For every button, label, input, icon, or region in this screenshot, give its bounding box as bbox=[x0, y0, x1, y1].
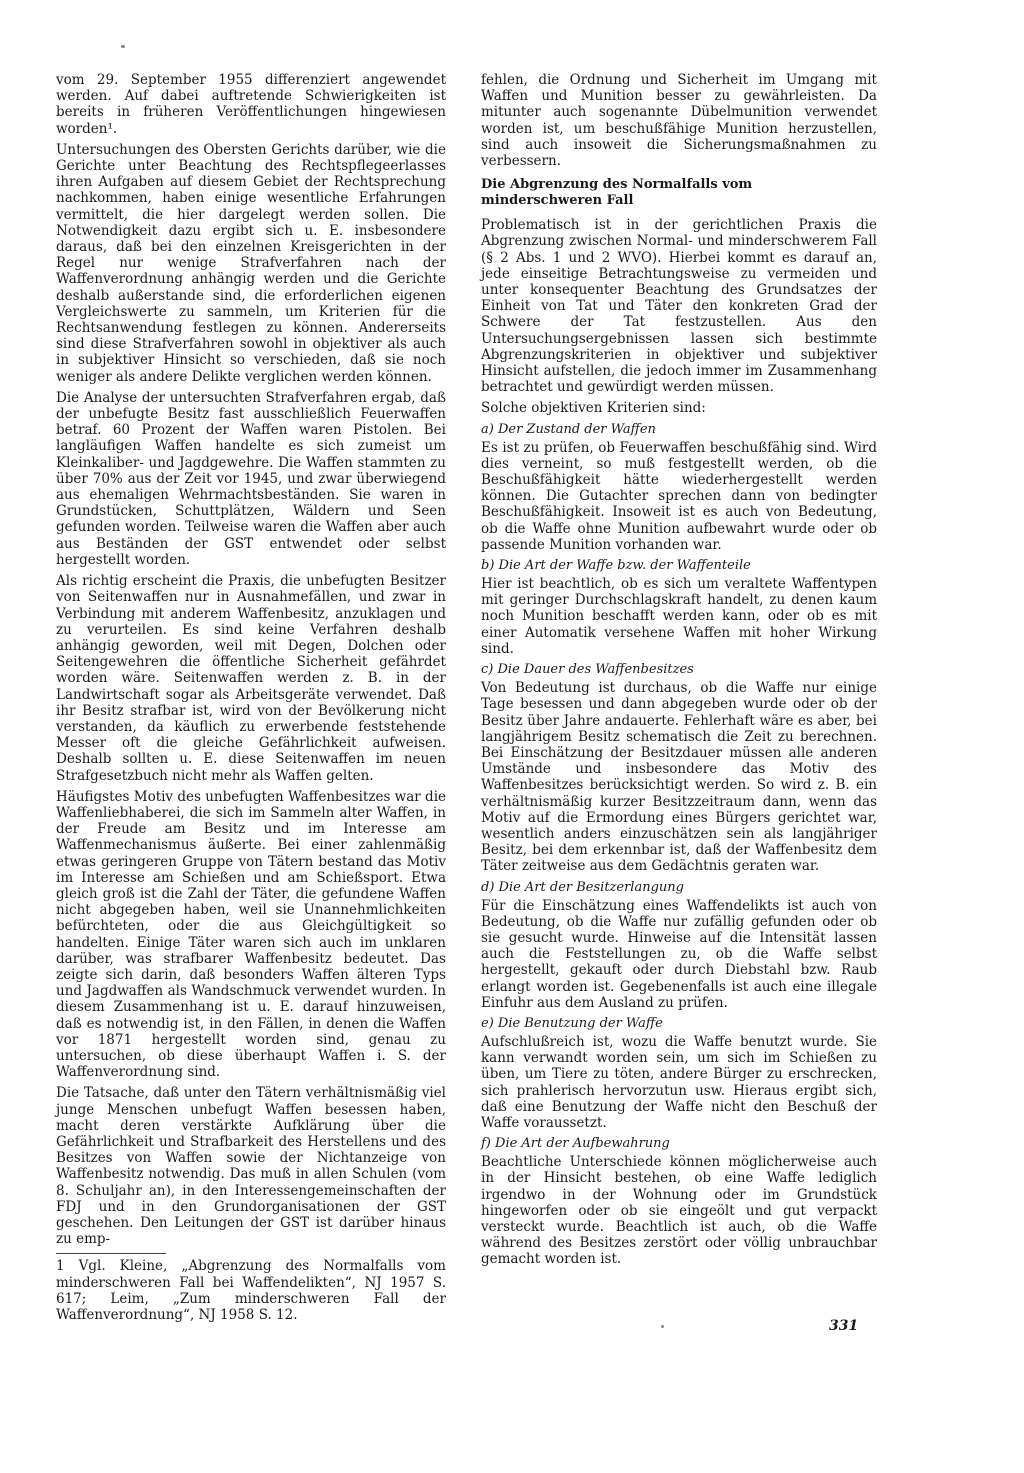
paragraph: Für die Einschätzung eines Waffendelikts ist auch von Bedeutung, ob die Waffe nur zufällig gefunden oder ob sie gesucht wurde. Hinweise auf die Intensität lassen auch die Feststellungen zu, ob die Waffe selbst hergestellt, gekauft oder durch Diebstahl bzw. Raub erlangt worden ist. Gegebenenfalls ist auch eine illegale Einfuhr aus dem Ausland zu prüfen. bbox=[481, 897, 877, 1011]
paragraph: Häufigstes Motiv des unbefugten Waffenbesitzes war die Waffenliebhaberei, die sich im Sammeln alter Waffen, in der Freude am Besitz und im Interesse am Waffenmechanismus äußerte. Bei einer zahlenmäßig etwas geringeren Gruppe von Tätern bestand das Motiv im Interesse am Schießen und am Schießsport. Etwa gleich groß ist die Zahl der Täter, die gefundene Waffen nicht abgegeben haben, weil sie Unannehmlichkeiten befürchteten, oder die aus Gleichgültigkeit so handelten. Einige Täter waren sich auch im unklaren darüber, was strafbarer Waffenbesitz bedeutet. Das zeigte sich darin, daß besonders Waffen älteren Typs und Jagdwaffen als Wandschmuck verwendet wurden. In diesem Zusammenhang ist u. E. darauf hinzuweisen, daß es notwendig ist, in den Fällen, in denen die Waffen vor 1871 hergestellt worden sind, genau zu untersuchen, ob diese überhaupt Waffen i. S. der Waffenverordnung sind. bbox=[56, 788, 446, 1081]
scan-mark bbox=[121, 45, 125, 48]
footnote: 1 Vgl. Kleine, „Abgrenzung des Normalfalls vom minderschweren Fall bei Waffendelikten“, NJ 1957 S. 617; Leim, „Zum minderschweren Fall der Waffenverordnung“, NJ 1958 S. 12. bbox=[56, 1258, 446, 1324]
footnote-divider bbox=[56, 1253, 166, 1254]
right-column bbox=[481, 72, 877, 1273]
paragraph: vom 29. September 1955 differenziert angewendet werden. Auf dabei auftretende Schwierigkeiten ist bereits in früheren Veröffentlichungen hingewiesen worden¹. bbox=[56, 72, 446, 137]
paragraph: Als richtig erscheint die Praxis, die unbefugten Besitzer von Seitenwaffen nur in Ausnahmefällen, und zwar in Verbindung mit anderem Waffenbesitz, anzuklagen und zu verurteilen. Es sind keine Verfahren deshalb anhängig geworden, weil mit Degen, Dolchen oder Seitengewehren die öffentliche Sicherheit gefährdet worden wäre. Seitenwaffen werden z. B. in der Landwirtschaft sogar als Arbeitsgeräte verwendet. Daß ihr Besitz strafbar ist, wird von der Bevölkerung nicht verstanden, da käuflich zu erwerbende feststehende Messer oft die gleiche Gefährlichkeit aufweisen. Deshalb sollten u. E. diese Seitenwaffen im neuen Strafgesetzbuch nicht mehr als Waffen gelten. bbox=[56, 573, 446, 784]
left-column bbox=[56, 72, 446, 1328]
subsection-title: c) Die Dauer des Waffenbesitzes bbox=[481, 662, 694, 678]
paragraph: Untersuchungen des Obersten Gerichts darüber, wie die Gerichte unter Beachtung des Rechtspflegeerlasses ihren Aufgaben auf diesem Gebiet der Rechtsprechung nachkommen, haben einige wesentliche Erfahrungen vermittelt, die hier dargelegt werden sollen. Die Notwendigkeit dazu ergibt sich u. E. insbesondere daraus, daß bei den einzelnen Kreisgerichten in der Regel nur wenige Strafverfahren nach der Waffenverordnung anhängig werden und die Gerichte deshalb außerstande sind, die erforderlichen eigenen Vergleichswerte zu sammeln, um Kriterien für die Rechtsanwendung festlegen zu können. Andererseits sind diese Strafverfahren sowohl in objektiver als auch in subjektiver Hinsicht so verschieden, daß sie noch weniger als andere Delikte verglichen werden können. bbox=[56, 141, 446, 385]
paragraph: Solche objektiven Kriterien sind: bbox=[481, 400, 706, 417]
subsection-title: e) Die Benutzung der Waffe bbox=[481, 1015, 663, 1031]
subsection-title: f) Die Art der Aufbewahrung bbox=[481, 1136, 670, 1152]
paragraph: Problematisch ist in der gerichtlichen Praxis die Abgrenzung zwischen Normal- und minderschwerem Fall (§ 2 Abs. 1 und 2 WVO). Hierbei kommt es darauf an, jede einseitige Betrachtungsweise zu vermeiden und unter konsequenter Beachtung des Grundsatzes der Einheit von Tat und Täter den konkreten Grad der Schwere der Tat festzustellen. Aus den Untersuchungsergebnissen lassen sich bestimmte Abgrenzungskriterien in objektiver und subjektiver Hinsicht aufstellen, die jedoch immer im Zusammenhang betrachtet und gewürdigt werden müssen. bbox=[481, 217, 877, 396]
subsection-title: a) Der Zustand der Waffen bbox=[481, 421, 656, 437]
subsection-title: d) Die Art der Besitzerlangung bbox=[481, 879, 684, 895]
paragraph: Aufschlußreich ist, wozu die Waffe benutzt wurde. Sie kann verwandt worden sein, um sich im Schießen zu üben, um Tiere zu töten, andere Bürger zu erschrecken, sich prahlerisch hervorzutun usw. Hieraus ergibt sich, daß eine Benutzung der Waffe nicht den Beschuß der Waffe voraussetzt. bbox=[481, 1033, 877, 1131]
paragraph: fehlen, die Ordnung und Sicherheit im Umgang mit Waffen und Munition besser zu gewährleisten. Da mitunter auch sogenannte Dübelmunition verwendet worden ist, um beschußfähige Munition herzustellen, sind auch insoweit die Sicherungsmaßnahmen zu verbessern. bbox=[481, 72, 877, 170]
paragraph: Von Bedeutung ist durchaus, ob die Waffe nur einige Tage besessen und dann abgegeben wurde oder ob der Besitz über Jahre andauerte. Fehlerhaft wäre es aber, bei langjährigem Besitz schematisch die Zeit zu berechnen. Bei Einschätzung der Besitzdauer müssen alle anderen Umstände und insbesondere das Motiv des Waffenbesitzes berücksichtigt werden. So wird z. B. ein verhältnismäßig kurzer Besitzzeitraum dann, wenn das Motiv auf die Ermordung eines Bürgers gerichtet war, wesentlich anders einzuschätzen sein als langjähriger Besitz, bei dem erkennbar ist, daß der Waffenbesitz dem Täter zeitweise aus dem Gedächtnis geraten war. bbox=[481, 680, 877, 875]
paragraph: Hier ist beachtlich, ob es sich um veraltete Waffentypen mit geringer Durchschlagskraft handelt, zu denen kaum noch Munition beschafft werden kann, oder ob es mit einer Automatik versehene Waffen mit hoher Wirkung sind. bbox=[481, 576, 877, 657]
paragraph: Es ist zu prüfen, ob Feuerwaffen beschußfähig sind. Wird dies verneint, so muß festgestellt werden, ob die Beschußfähigkeit hätte wiederhergestellt werden können. Die Gutachter sprechen dann von bedingter Beschußfähigkeit. Insoweit ist es auch von Bedeutung, ob die Waffe ohne Munition aufbewahrt wurde oder ob passende Munition vorhanden war. bbox=[481, 439, 877, 553]
paragraph: Die Analyse der untersuchten Strafverfahren ergab, daß der unbefugte Besitz fast ausschließlich Feuerwaffen betraf. 60 Prozent der Waffen waren Pistolen. Bei langläufigen Waffen handelte es sich zumeist um Kleinkaliber- und Jagdgewehre. Die Waffen stammten zu über 70% aus der Zeit vor 1945, und zwar überwiegend aus ehemaligen Wehrmachtsbeständen. Sie waren in Grundstücken, Schuttplätzen, Wäldern und Seen gefunden worden. Teilweise waren die Waffen aber auch aus Beständen der GST entwendet oder selbst hergestellt worden. bbox=[56, 389, 446, 568]
scan-mark bbox=[661, 1325, 664, 1328]
paragraph: Beachtliche Unterschiede können möglicherweise auch in der Hinsicht bestehen, ob eine Waffe lediglich irgendwo in der Wohnung oder im Grundstück hingeworfen oder ob sie eingeölt und gut verpackt versteckt wurde. Beachtlich ist auch, ob die Waffe während des Besitzes zerstört oder völlig unbrauchbar gemacht worden ist. bbox=[481, 1154, 877, 1268]
page-number: 331 bbox=[829, 1318, 859, 1334]
section-heading: Die Abgrenzung des Normalfalls vom minderschweren Fall bbox=[481, 177, 753, 209]
paragraph: Die Tatsache, daß unter den Tätern verhältnismäßig viel junge Menschen unbefugt Waffen besessen haben, macht deren verstärkte Aufklärung über die Gefährlichkeit und Strafbarkeit des Herstellens und des Besitzes von Waffen sowie der Nichtanzeige von Waffenbesitz notwendig. Das muß in allen Schulen (vom 8. Schuljahr an), in den Interessengemeinschaften der FDJ und in den Grundorganisationen der GST geschehen. Den Leitungen der GST ist darüber hinaus zu emp- bbox=[56, 1085, 446, 1248]
subsection-title: b) Die Art der Waffe bzw. der Waffenteile bbox=[481, 558, 751, 574]
